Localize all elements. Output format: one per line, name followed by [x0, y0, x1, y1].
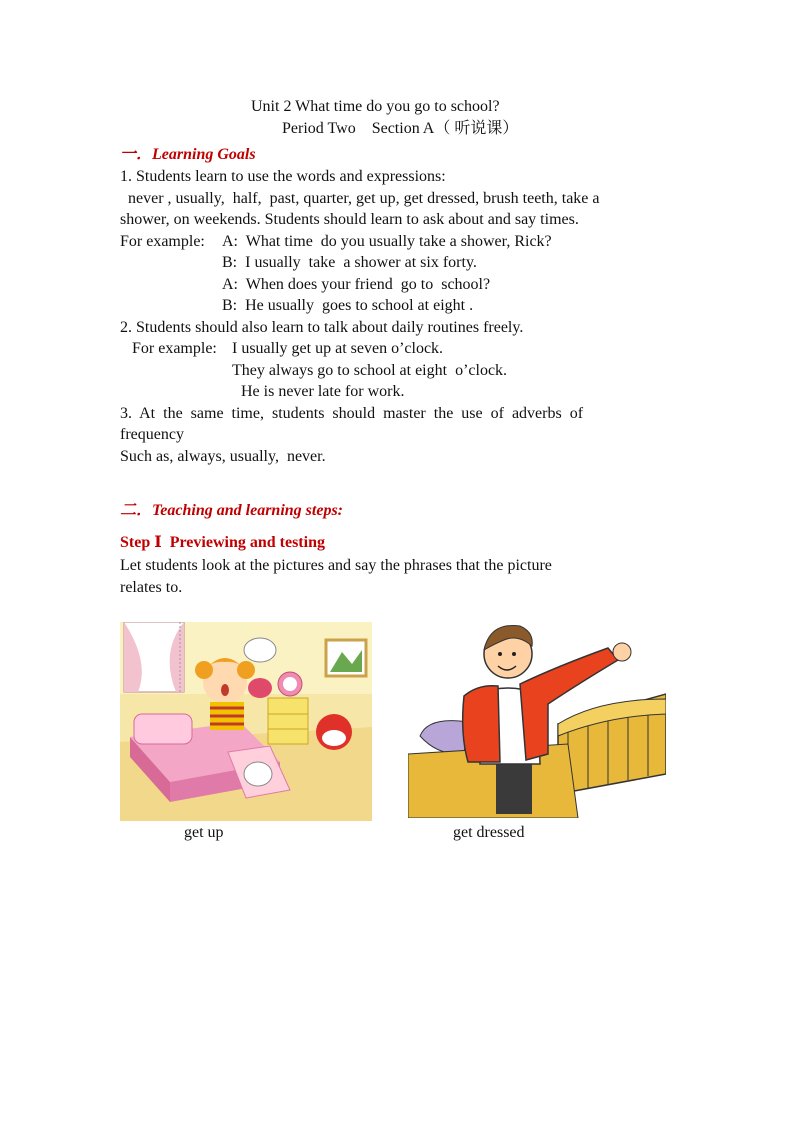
dialog-line-2: B: I usually take a shower at six forty. — [222, 254, 477, 271]
caption-get-up: get up — [184, 824, 224, 841]
dialog-line-4: B: He usually goes to school at eight . — [222, 297, 474, 314]
step1-title: Step Ⅰ Previewing and testing — [120, 534, 325, 551]
document-subtitle: Period Two Section A（ 听说课） — [282, 120, 519, 137]
goal3-line3: Such as, always, usually, never. — [120, 448, 326, 465]
goal1-intro: 1. Students learn to use the words and expressions: — [120, 168, 446, 185]
get-up-illustration — [120, 622, 372, 821]
goal1-words-line1: never , usually, half, past, quarter, get up, get dressed, brush teeth, take a — [120, 190, 600, 207]
step1-line1: Let students look at the pictures and say the phrases that the picture — [120, 557, 552, 574]
routine-sentence-1: I usually get up at seven o’clock. — [232, 340, 444, 357]
goal3-line2: frequency — [120, 426, 184, 443]
get-dressed-illustration — [408, 604, 666, 818]
step1-line2: relates to. — [120, 579, 183, 596]
goal1-example-label: For example: — [120, 233, 205, 250]
goal2-intro: 2. Students should also learn to talk about daily routines freely. — [120, 319, 524, 336]
dialog-line-3: A: When does your friend go to school? — [222, 276, 491, 293]
document-title: Unit 2 What time do you go to school? — [251, 98, 500, 115]
caption-get-dressed: get dressed — [453, 824, 525, 841]
routine-sentence-2: They always go to school at eight o’clock. — [232, 362, 508, 379]
goal2-example-label: For example: — [124, 340, 217, 357]
goal3-line1: 3. At the same time, students should master the use of adverbs of — [120, 405, 584, 422]
learning-goals-heading: 一．Learning Goals — [120, 146, 256, 163]
dialog-line-1: A: What time do you usually take a shower, Rick? — [222, 233, 552, 250]
teaching-steps-heading: 二．Teaching and learning steps: — [120, 502, 343, 519]
routine-sentence-3: He is never late for work. — [241, 383, 405, 400]
goal1-words-line2: shower, on weekends. Students should learn to ask about and say times. — [120, 211, 579, 228]
